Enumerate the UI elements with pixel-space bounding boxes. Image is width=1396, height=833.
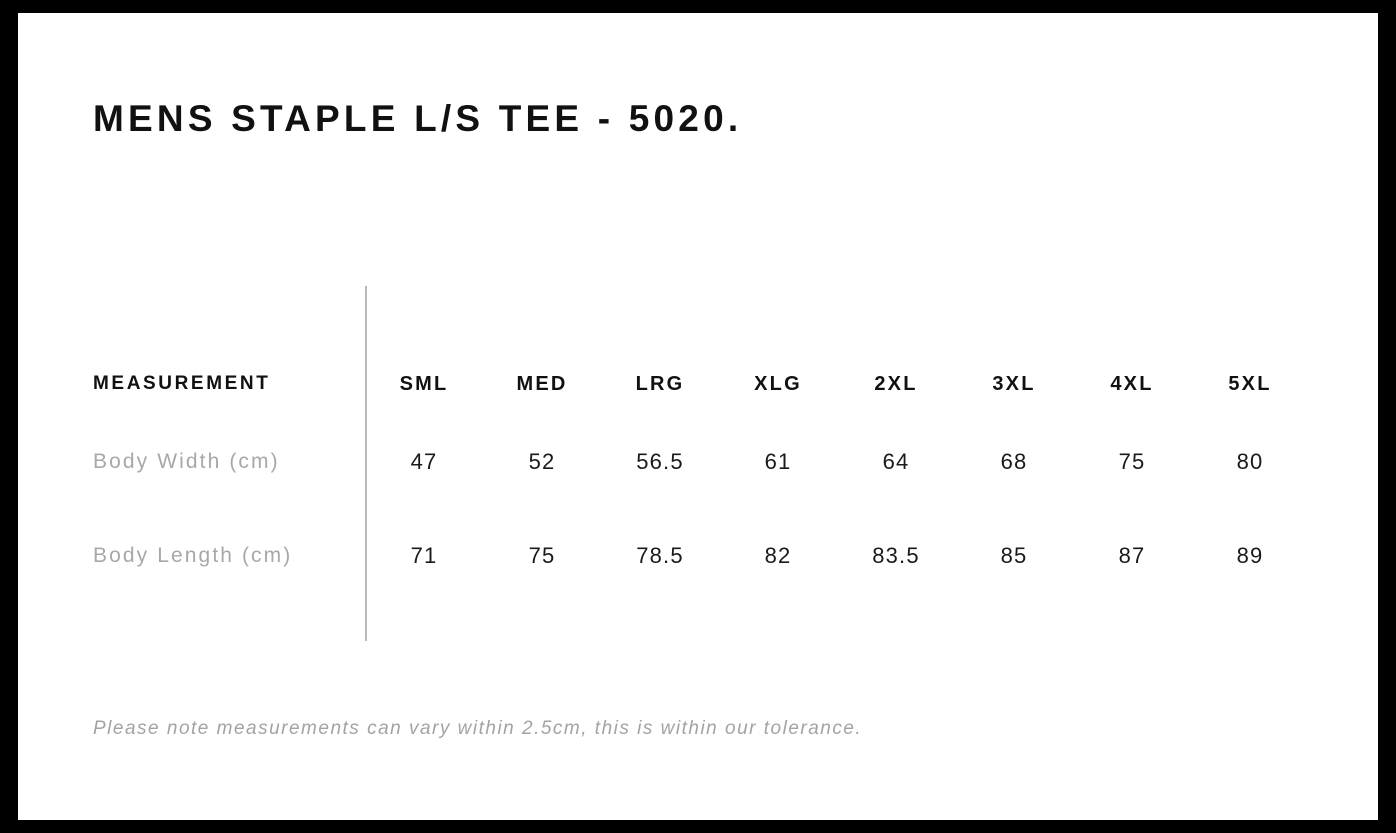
table-header-row (93, 353, 1309, 415)
cell-body-length-3xl: 85 (1000, 543, 1028, 568)
row-label-body-length: Body Length (cm) (93, 544, 293, 567)
cell-body-length-2xl: 83.5 (872, 543, 920, 568)
table-row (93, 509, 1309, 603)
column-header-4xl: 4XL (1110, 372, 1154, 395)
size-chart-page (18, 13, 1378, 820)
column-header-5xl: 5XL (1228, 372, 1272, 395)
cell-body-width-5xl: 80 (1236, 449, 1264, 474)
column-header-med: MED (516, 372, 568, 395)
column-header-2xl: 2XL (874, 372, 918, 395)
cell-body-width-3xl: 68 (1000, 449, 1028, 474)
cell-body-length-5xl: 89 (1236, 543, 1264, 568)
cell-body-width-4xl: 75 (1118, 449, 1146, 474)
column-header-sml: SML (399, 372, 449, 395)
cell-body-width-2xl: 64 (882, 449, 910, 474)
cell-body-width-med: 52 (528, 449, 556, 474)
cell-body-length-4xl: 87 (1118, 543, 1146, 568)
size-chart-table (93, 353, 1309, 603)
table-row (93, 415, 1309, 509)
cell-body-width-xlg: 61 (764, 449, 792, 474)
column-header-measurement: MEASUREMENT (93, 373, 271, 394)
tolerance-note: Please note measurements can vary within 2.5cm, this is within our tolerance. (93, 718, 863, 739)
cell-body-length-med: 75 (528, 543, 556, 568)
cell-body-length-xlg: 82 (764, 543, 792, 568)
column-header-xlg: XLG (754, 372, 802, 395)
column-header-lrg: LRG (635, 372, 685, 395)
cell-body-length-sml: 71 (410, 543, 438, 568)
cell-body-length-lrg: 78.5 (636, 543, 684, 568)
page-title: MENS STAPLE L/S TEE - 5020. (93, 98, 743, 139)
cell-body-width-sml: 47 (410, 449, 438, 474)
cell-body-width-lrg: 56.5 (636, 449, 684, 474)
column-header-3xl: 3XL (992, 372, 1036, 395)
row-label-body-width: Body Width (cm) (93, 450, 280, 473)
